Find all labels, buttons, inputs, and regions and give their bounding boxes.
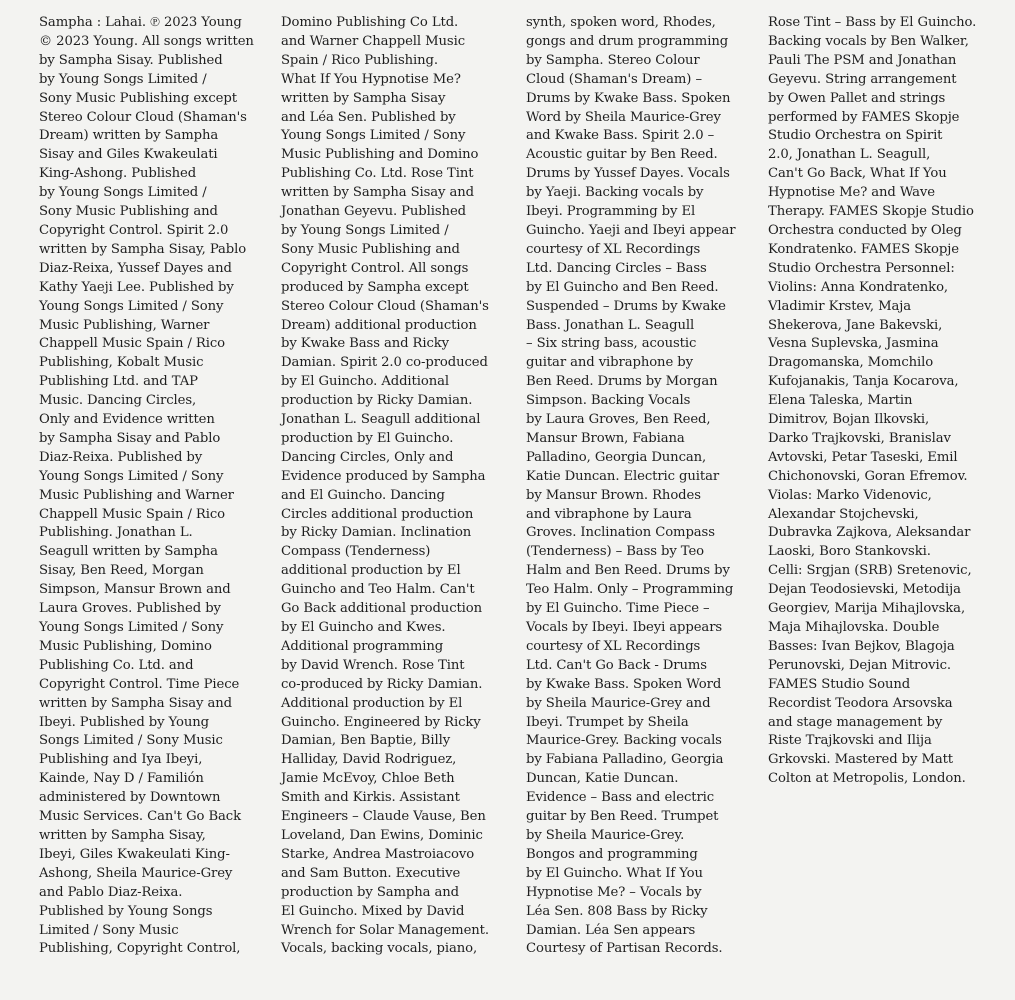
credits-column-1: Sampha : Lahai. ℗ 2023 Young © 2023 Young. All songs written by Sampha Sisay. Published by Young Songs Limited / Sony Music Publishing except Stereo Colour Cloud (Shaman's Dream) written by Sampha Sisay and Giles Kwakeulati King-Ashong. Published by Young Songs Limited / Sony Music Publishing and Copyright Control. Spirit 2.0 written by Sampha Sisay, Pablo Diaz-Reixa, Yussef Dayes and Kathy Yaeji Lee. Published by Young Songs Limited / Sony Music Publishing, Warner Chappell Music Spain / Rico Publishing, Kobalt Music Publishing Ltd. and TAP Music. Dancing Circles, Only and Evidence written by Sampha Sisay and Pablo Diaz-Reixa. Published by Young Songs Limited / Sony Music Publishing and Warner Chappell Music Spain / Rico Publishing. Jonathan L. Seagull written by Sampha Sisay, Ben Reed, Morgan Simpson, Mansur Brown and Laura Groves. Published by Young Songs Limited / Sony Music Publishing, Domino Publishing Co. Ltd. and Copyright Control. Time Piece written by Sampha Sisay and Ibeyi. Published by Young Songs Limited / Sony Music Publishing and Iya Ibeyi, Kainde, Nay D / Familión administered by Downtown Music Services. Can't Go Back written by Sampha Sisay, Ibeyi, Giles Kwakeulati King- Ashong, Sheila Maurice-Grey and Pablo Diaz-Reixa. Published by Young Songs Limited / Sony Music Publishing, Copyright Control,: [39, 15, 254, 957]
credits-column-4: Rose Tint – Bass by El Guincho. Backing vocals by Ben Walker, Pauli The PSM and Jonathan Geyevu. String arrangement by Owen Pallet and strings performed by FAMES Skopje Studio Orchestra on Spirit 2.0, Jonathan L. Seagull, Can't Go Back, What If You Hypnotise Me? and Wave Therapy. FAMES Skopje Studio Orchestra conducted by Oleg Kondratenko. FAMES Skopje Studio Orchestra Personnel: Violins: Anna Kondratenko, Vladimir Krstev, Maja Shekerova, Jane Bakevski, Vesna Suplevska, Jasmina Dragomanska, Momchilo Kufojanakis, Tanja Kocarova, Elena Taleska, Martin Dimitrov, Bojan Ilkovski, Darko Trajkovski, Branislav Avtovski, Petar Taseski, Emil Chichonovski, Goran Efremov. Violas: Marko Videnovic, Alexandar Stojchevski, Dubravka Zajkova, Aleksandar Laoski, Boro Stankovski. Celli: Srgjan (SRB) Sretenovic, Dejan Teodosievski, Metodija Georgiev, Marija Mihajlovska, Maja Mihajlovska. Double Basses: Ivan Bejkov, Blagoja Perunovski, Dejan Mitrovic. FAMES Studio Sound Recordist Teodora Arsovska and stage management by Riste Trajkovski and Ilija Grkovski. Mastered by Matt Colton at Metropolis, London.: [768, 15, 977, 787]
credits-column-2: Domino Publishing Co Ltd. and Warner Chappell Music Spain / Rico Publishing. What If You Hypnotise Me? written by Sampha Sisay and Léa Sen. Published by Young Songs Limited / Sony Music Publishing and Domino Publishing Co. Ltd. Rose Tint written by Sampha Sisay and Jonathan Geyevu. Published by Young Songs Limited / Sony Music Publishing and Copyright Control. All songs produced by Sampha except Stereo Colour Cloud (Shaman's Dream) additional production by Kwake Bass and Ricky Damian. Spirit 2.0 co-produced by El Guincho. Additional production by Ricky Damian. Jonathan L. Seagull additional production by El Guincho. Dancing Circles, Only and Evidence produced by Sampha and El Guincho. Dancing Circles additional production by Ricky Damian. Inclination Compass (Tenderness) additional production by El Guincho and Teo Halm. Can't Go Back additional production by El Guincho and Kwes. Additional programming by David Wrench. Rose Tint co-produced by Ricky Damian. Additional production by El Guincho. Engineered by Ricky Damian, Ben Baptie, Billy Halliday, David Rodriguez, Jamie McEvoy, Chloe Beth Smith and Kirkis. Assistant Engineers – Claude Vause, Ben Loveland, Dan Ewins, Dominic Starke, Andrea Mastroiacovo and Sam Button. Executive production by Sampha and El Guincho. Mixed by David Wrench for Solar Management. Vocals, backing vocals, piano,: [281, 15, 489, 957]
credits-column-3: synth, spoken word, Rhodes, gongs and drum programming by Sampha. Stereo Colour Cloud (Shaman's Dream) – Drums by Kwake Bass. Spoken Word by Sheila Maurice-Grey and Kwake Bass. Spirit 2.0 – Acoustic guitar by Ben Reed. Drums by Yussef Dayes. Vocals by Yaeji. Backing vocals by Ibeyi. Programming by El Guincho. Yaeji and Ibeyi appear courtesy of XL Recordings Ltd. Dancing Circles – Bass by El Guincho and Ben Reed. Suspended – Drums by Kwake Bass. Jonathan L. Seagull – Six string bass, acoustic guitar and vibraphone by Ben Reed. Drums by Morgan Simpson. Backing Vocals by Laura Groves, Ben Reed, Mansur Brown, Fabiana Palladino, Georgia Duncan, Katie Duncan. Electric guitar by Mansur Brown. Rhodes and vibraphone by Laura Groves. Inclination Compass (Tenderness) – Bass by Teo Halm and Ben Reed. Drums by Teo Halm. Only – Programming by El Guincho. Time Piece – Vocals by Ibeyi. Ibeyi appears courtesy of XL Recordings Ltd. Can't Go Back - Drums by Kwake Bass. Spoken Word by Sheila Maurice-Grey and Ibeyi. Trumpet by Sheila Maurice-Grey. Backing vocals by Fabiana Palladino, Georgia Duncan, Katie Duncan. Evidence – Bass and electric guitar by Ben Reed. Trumpet by Sheila Maurice-Grey. Bongos and programming by El Guincho. What If You Hypnotise Me? – Vocals by Léa Sen. 808 Bass by Ricky Damian. Léa Sen appears Courtesy of Partisan Records.: [526, 15, 736, 957]
